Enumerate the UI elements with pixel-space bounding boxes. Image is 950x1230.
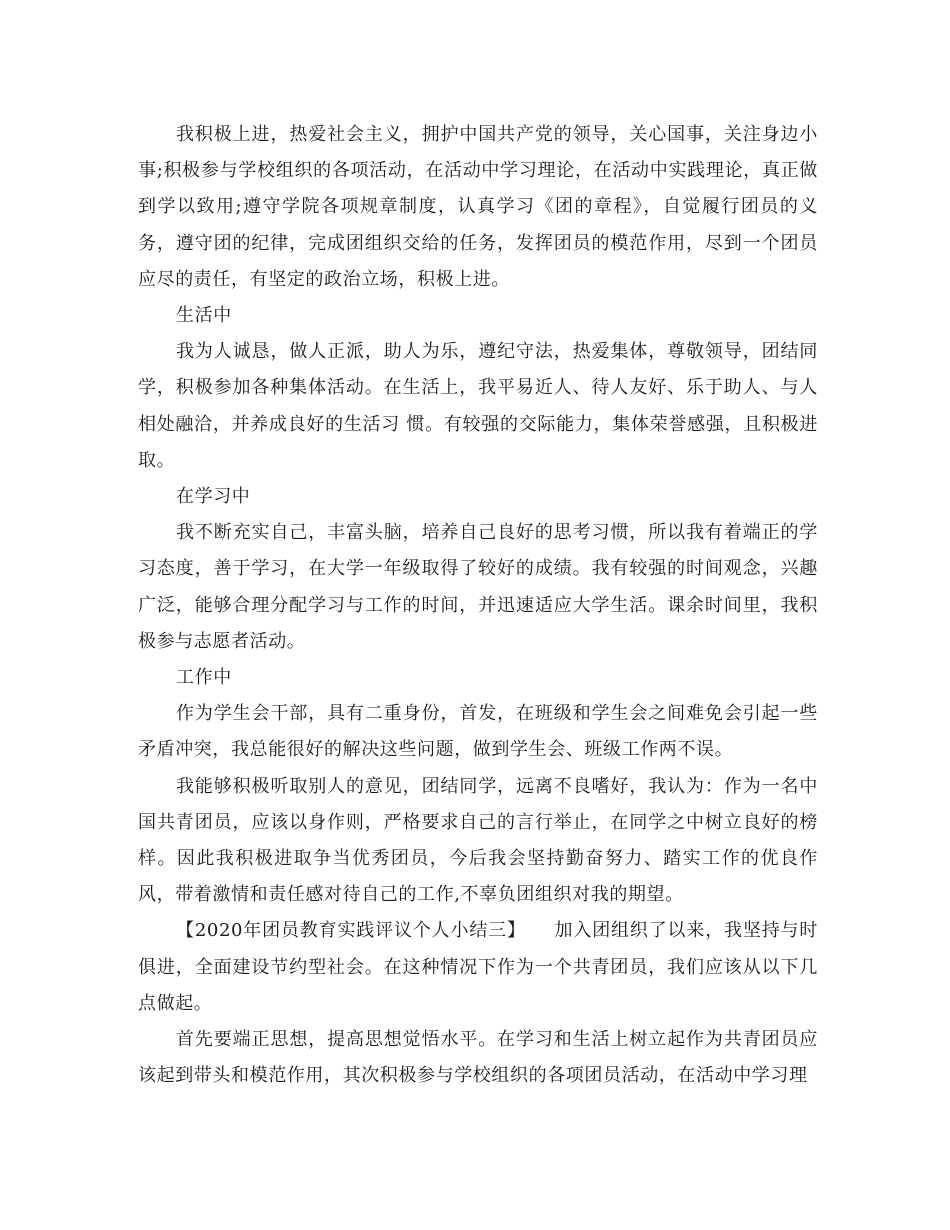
- paragraph-thought: 首先要端正思想，提高思想觉悟水平。在学习和生活上树立起作为共青团员应该起到带头和模范作用，其次积极参与学校组织的各项团员活动，在活动中学习理: [138, 1029, 818, 1087]
- document-body: [138, 117, 818, 1094]
- heading-life: 生活中: [176, 305, 232, 327]
- paragraph-political: 我积极上进，热爱社会主义，拥护中国共产党的领导，关心国事，关注身边小事;积极参与学校组织的各项活动，在活动中学习理论，在活动中实践理论，真正做到学以致用;遵守学院各项规章制度，认真学习《团的章程》，自觉履行团员的义务，遵守团的纪律，完成团组织交给的任务，发挥团员的模范作用，尽到一个团员应尽的责任，有坚定的政治立场，积极上进。: [138, 124, 818, 290]
- paragraph-life: 我为人诚恳，做人正派，助人为乐，遵纪守法，热爱集体，尊敬领导，团结同学，积极参加各种集体活动。在生活上，我平易近人、待人友好、乐于助人、与人相处融洽，并养成良好的生活习 惯。有较强的交际能力，集体荣誉感强，且积极进取。: [138, 341, 818, 471]
- paragraph-summary-three: 【2020年团员教育实践评议个人小结三】 加入团组织了以来，我坚持与时俱进，全面建设节约型社会。在这种情况下作为一个共青团员，我们应该从以下几点做起。: [138, 920, 818, 1014]
- heading-study: 在学习中: [176, 486, 251, 508]
- paragraph-attitude: 我能够积极听取别人的意见，团结同学，远离不良嗜好，我认为：作为一名中国共青团员，应该以身作则，严格要求自己的言行举止，在同学之中树立良好的榜样。因此我积极进取争当优秀团员，今后我会坚持勤奋努力、踏实工作的优良作风，带着激情和责任感对待自己的工作,不辜负团组织对我的期望。: [138, 775, 818, 906]
- paragraph-work: 作为学生会干部，具有二重身份，首发，在班级和学生会之间难免会引起一些矛盾冲突，我总能很好的解决这些问题，做到学生会、班级工作两不误。: [138, 703, 818, 761]
- heading-work: 工作中: [176, 667, 232, 689]
- paragraph-study: 我不断充实自己，丰富头脑，培养自己良好的思考习惯，所以我有着端正的学习态度，善于学习，在大学一年级取得了较好的成绩。我有较强的时间观念，兴趣广泛，能够合理分配学习与工作的时间，并迅速适应大学生活。课余时间里，我积极参与志愿者活动。: [138, 522, 818, 652]
